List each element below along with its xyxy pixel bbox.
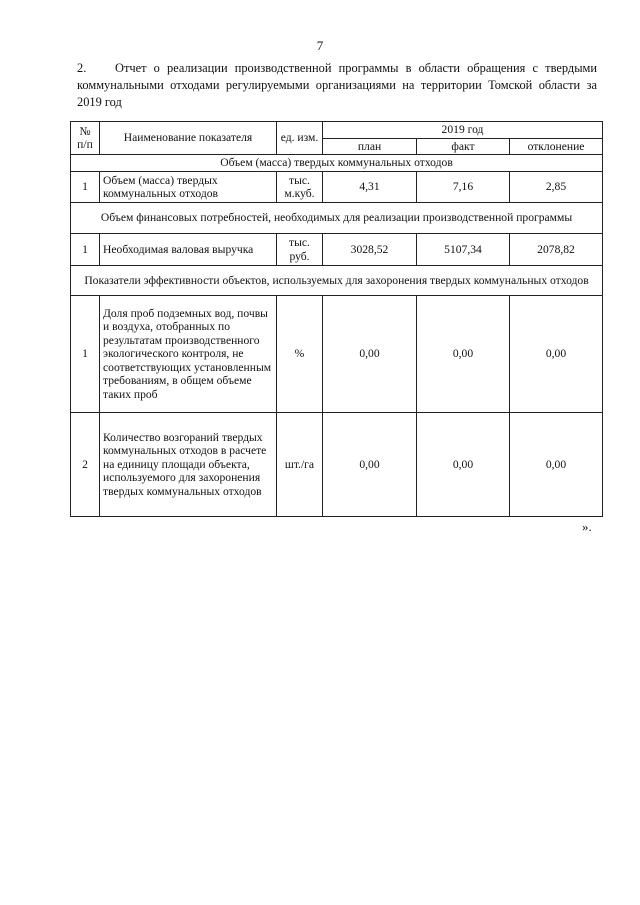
page-number: 7	[316, 38, 324, 53]
section-row	[71, 203, 603, 234]
header-name: Наименование показателя	[100, 122, 277, 155]
row-num: 1	[71, 296, 100, 413]
report-heading	[77, 60, 597, 111]
row-deviation: 2078,82	[510, 234, 603, 266]
row-unit: тыс. м.куб.	[277, 172, 323, 203]
row-deviation: 2,85	[510, 172, 603, 203]
row-unit: %	[277, 296, 323, 413]
row-name: Доля проб подземных вод, почвы и воздуха, отобранных по результатам производственного экологического контроля, не соответствующих установленным требованиям, в общем объеме таких проб	[100, 296, 277, 413]
row-fact: 5107,34	[417, 234, 510, 266]
row-fact: 0,00	[417, 413, 510, 517]
section-title: Показатели эффективности объектов, используемых для захоронения твердых коммунальных отходов	[71, 266, 603, 296]
header-fact: факт	[417, 139, 510, 155]
section-row	[71, 155, 603, 172]
row-deviation: 0,00	[510, 413, 603, 517]
section-title: Объем финансовых потребностей, необходимых для реализации производственной программы	[71, 203, 603, 234]
section-title: Объем (масса) твердых коммунальных отходов	[71, 155, 603, 172]
header-unit: ед. изм.	[277, 122, 323, 155]
closing-quote: ».	[582, 519, 592, 534]
table-row	[71, 413, 603, 517]
header-num: № п/п	[71, 122, 100, 155]
row-deviation: 0,00	[510, 296, 603, 413]
row-name: Количество возгораний твердых коммунальных отходов в расчете на единицу площади объекта, используемого для захоронения твердых коммунальных отходов	[100, 413, 277, 517]
header-deviation: отклонение	[510, 139, 603, 155]
row-plan: 4,31	[323, 172, 417, 203]
row-fact: 0,00	[417, 296, 510, 413]
row-num: 1	[71, 234, 100, 266]
row-name: Необходимая валовая выручка	[100, 234, 277, 266]
heading-text: Отчет о реализации производственной программы в области обращения с твердыми коммунальными отходами регулируемыми организациями на территории Томской области за 2019 год	[77, 61, 597, 109]
row-plan: 0,00	[323, 413, 417, 517]
header-year: 2019 год	[323, 122, 603, 139]
row-fact: 7,16	[417, 172, 510, 203]
header-plan: план	[323, 139, 417, 155]
row-name: Объем (масса) твердых коммунальных отходов	[100, 172, 277, 203]
row-unit: шт./га	[277, 413, 323, 517]
table-row	[71, 234, 603, 266]
row-unit: тыс. руб.	[277, 234, 323, 266]
row-num: 2	[71, 413, 100, 517]
row-plan: 3028,52	[323, 234, 417, 266]
table-row	[71, 172, 603, 203]
row-num: 1	[71, 172, 100, 203]
section-row	[71, 266, 603, 296]
row-plan: 0,00	[323, 296, 417, 413]
heading-number: 2.	[77, 61, 87, 75]
report-table	[70, 121, 603, 517]
table-row	[71, 296, 603, 413]
